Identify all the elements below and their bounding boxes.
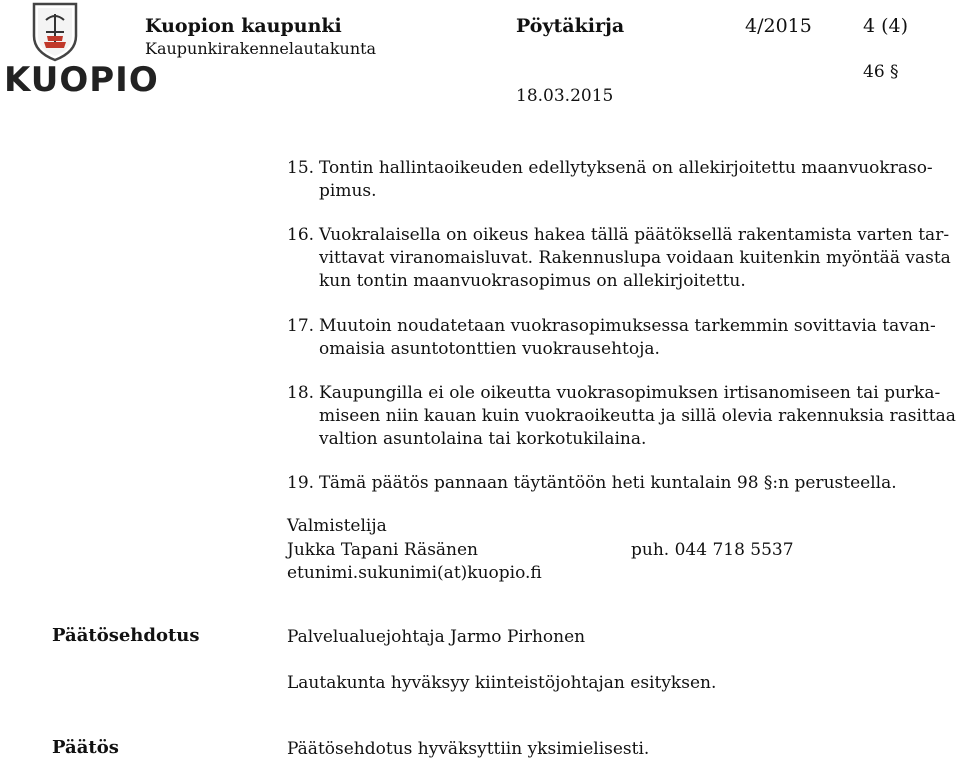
meeting-date: 18.03.2015 xyxy=(516,86,614,106)
item-text: Tontin hallintaoikeuden edellytyksenä on allekirjoitettu maanvuokraso- xyxy=(319,158,933,178)
item-text: kun tontin maanvuokrasopimus on allekirjoitettu. xyxy=(319,271,746,291)
item-text: miseen niin kauan kuin vuokraoikeutta ja sillä olevia rakennuksia rasittaa xyxy=(319,406,956,426)
item-text: valtion asuntolaina tai korkotukilaina. xyxy=(319,429,647,449)
doc-type: Pöytäkirja xyxy=(516,15,625,37)
item-text: Kaupungilla ei ole oikeutta vuokrasopimuksen irtisanomiseen tai purka- xyxy=(319,383,941,403)
item-text: pimus. xyxy=(319,181,377,201)
board-name: Kaupunkirakennelautakunta xyxy=(145,39,377,58)
item-text: vittavat viranomaisluvat. Rakennuslupa voidaan kuitenkin myöntää vasta xyxy=(319,248,951,268)
coat-of-arms-icon xyxy=(0,0,110,62)
item-number: 18. xyxy=(287,383,315,403)
item-text: Vuokralaisella on oikeus hakea tällä päätöksellä rakentamista varten tar- xyxy=(319,225,950,245)
item-text: Muutoin noudatetaan vuokrasopimuksessa tarkemmin sovittavia tavan- xyxy=(319,316,936,336)
decision-text: Päätösehdotus hyväksyttiin yksimielisesti. xyxy=(287,739,650,759)
preparer-email: etunimi.sukunimi(at)kuopio.fi xyxy=(287,563,542,583)
proposal-text: Lautakunta hyväksyy kiinteistöjohtajan esityksen. xyxy=(287,673,717,693)
preparer-title: Valmistelija xyxy=(287,516,387,536)
section-number: 46 § xyxy=(863,62,899,82)
item-number: 19. xyxy=(287,473,315,493)
proposal-label: Päätösehdotus xyxy=(52,625,200,646)
preparer-phone: puh. 044 718 5537 xyxy=(631,540,794,560)
preparer-name: Jukka Tapani Räsänen xyxy=(287,540,479,560)
proposal-author: Palvelualuejohtaja Jarmo Pirhonen xyxy=(287,627,586,647)
doc-number: 4/2015 xyxy=(745,15,812,37)
item-number: 16. xyxy=(287,225,315,245)
page-number: 4 (4) xyxy=(863,15,909,37)
logo-wordmark: KUOPIO xyxy=(4,60,159,100)
item-number: 17. xyxy=(287,316,315,336)
item-number: 15. xyxy=(287,158,315,178)
org-name: Kuopion kaupunki xyxy=(145,15,342,37)
item-text: omaisia asuntotonttien vuokrausehtoja. xyxy=(319,339,660,359)
item-text: Tämä päätös pannaan täytäntöön heti kuntalain 98 §:n perusteella. xyxy=(319,473,897,493)
decision-label: Päätös xyxy=(52,737,119,758)
kuopio-logo xyxy=(0,0,159,100)
